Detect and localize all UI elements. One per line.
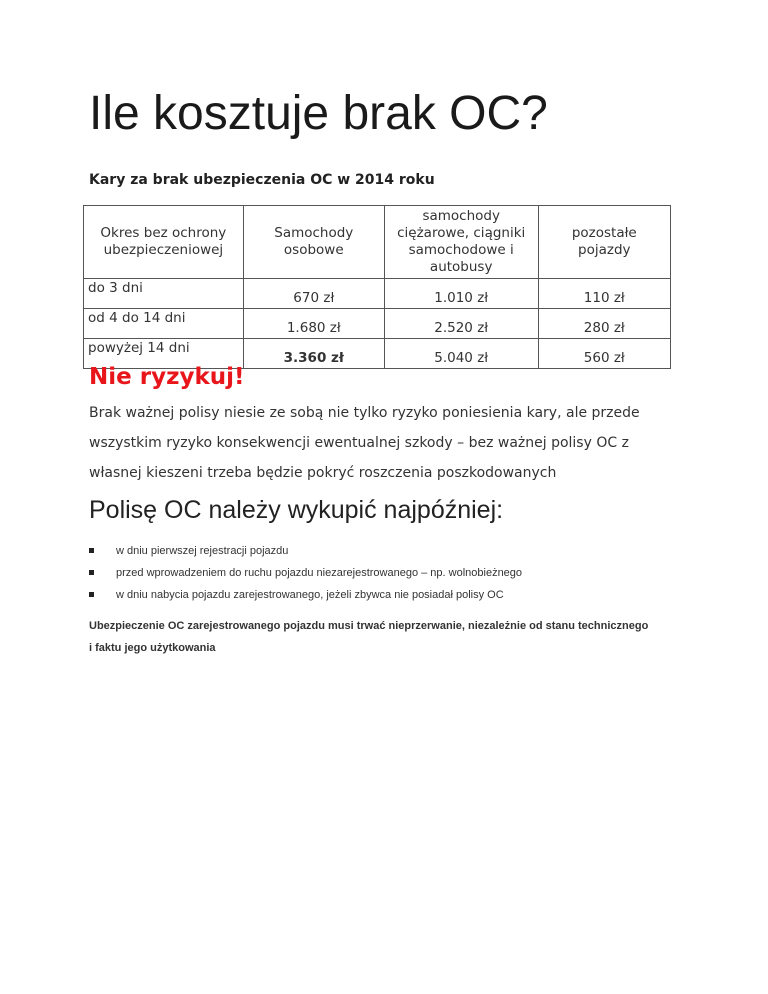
cell-value: 1.010 zł xyxy=(384,279,538,309)
cell-value: 670 zł xyxy=(243,279,384,309)
deadline-list xyxy=(89,540,522,606)
body-paragraph: Brak ważnej polisy niesie ze sobą nie tylko ryzyko poniesienia kary, ale przede wszystkim ryzyko konsekwencji ewentualnej szkody – bez ważnej polisy OC z własnej kieszeni trzeba będzie pokryć roszczenia poszkodowanych xyxy=(89,405,640,481)
list-item xyxy=(89,584,522,606)
section-heading: Polisę OC należy wykupić najpóźniej: xyxy=(89,496,504,524)
page-title: Ile kosztuje brak OC? xyxy=(89,87,548,140)
header-other: pozostałe pojazdy xyxy=(538,206,670,279)
row-label: powyżej 14 dni xyxy=(84,339,244,369)
square-bullet-icon xyxy=(89,548,94,553)
bold-note: Ubezpieczenie OC zarejestrowanego pojazdu musi trwać nieprzerwanie, niezależnie od stanu technicznego i faktu jego użytkowania xyxy=(89,620,649,654)
square-bullet-icon xyxy=(89,570,94,575)
row-label: od 4 do 14 dni xyxy=(84,309,244,339)
cell-value: 1.680 zł xyxy=(243,309,384,339)
cell-value: 560 zł xyxy=(538,339,670,369)
cell-value: 2.520 zł xyxy=(384,309,538,339)
cell-value: 280 zł xyxy=(538,309,670,339)
cell-value: 110 zł xyxy=(538,279,670,309)
list-item-text: w dniu nabycia pojazdu zarejestrowanego, jeżeli zbywca nie posiadał polisy OC xyxy=(116,589,504,601)
list-item xyxy=(89,562,522,584)
header-period: Okres bez ochrony ubezpieczeniowej xyxy=(84,206,244,279)
cell-value: 5.040 zł xyxy=(384,339,538,369)
list-item xyxy=(89,540,522,562)
warning-heading: Nie ryzykuj! xyxy=(89,364,245,390)
table-header-row xyxy=(84,206,671,279)
list-item-text: w dniu pierwszej rejestracji pojazdu xyxy=(116,545,289,557)
table-row xyxy=(84,309,671,339)
row-label: do 3 dni xyxy=(84,279,244,309)
fines-table xyxy=(83,205,671,369)
list-item-text: przed wprowadzeniem do ruchu pojazdu niezarejestrowanego – np. wolnobieżnego xyxy=(116,567,523,579)
table-row xyxy=(84,279,671,309)
cell-value-highlight: 3.360 zł xyxy=(243,339,384,369)
header-cars: Samochody osobowe xyxy=(243,206,384,279)
table-caption: Kary za brak ubezpieczenia OC w 2014 roku xyxy=(89,172,435,188)
square-bullet-icon xyxy=(89,592,94,597)
header-trucks: samochody ciężarowe, ciągniki samochodowe i autobusy xyxy=(384,206,538,279)
